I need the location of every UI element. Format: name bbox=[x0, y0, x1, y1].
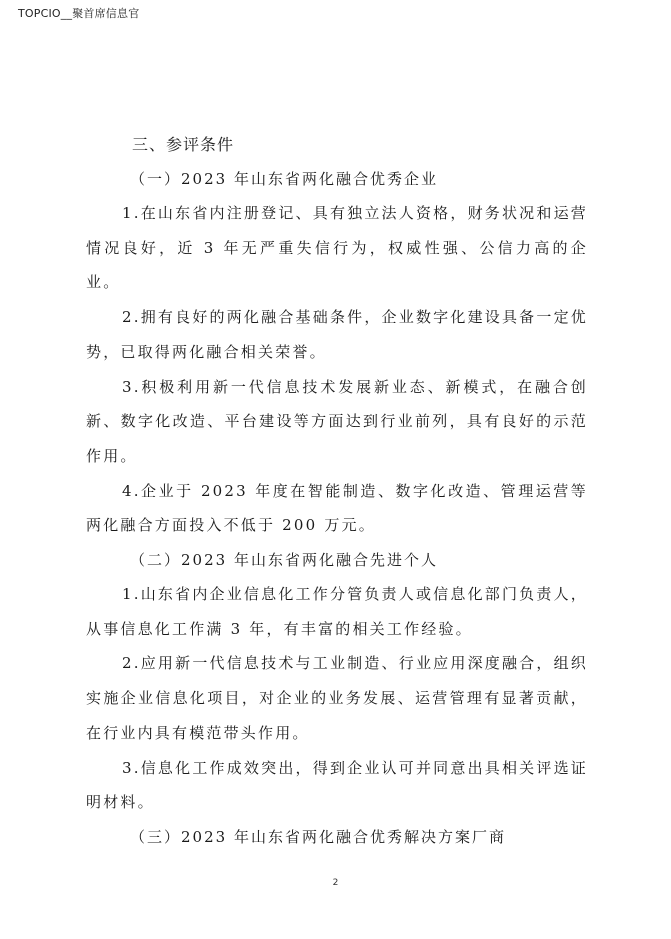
paragraph: 3.信息化工作成效突出，得到企业认可并同意出具相关评选证明材料。 bbox=[86, 758, 588, 812]
paragraph: 2.应用新一代信息技术与工业制造、行业应用深度融合，组织实施企业信息化项目，对企业的业务发展、运营管理有显著贡献，在行业内具有模范带头作用。 bbox=[86, 654, 588, 742]
page-number: 2 bbox=[332, 878, 339, 888]
paragraph: 4.企业于 2023 年度在智能制造、数字化改造、管理运营等两化融合方面投入不低于 200 万元。 bbox=[86, 481, 588, 535]
paragraph: 3.积极利用新一代信息技术发展新业态、新模式，在融合创新、数字化改造、平台建设等方面达到行业前列，具有良好的示范作用。 bbox=[86, 377, 588, 465]
watermark-text: TOPCIO__聚首席信息官 bbox=[18, 7, 140, 20]
subsection-heading: （一）2023 年山东省两化融合优秀企业 bbox=[130, 170, 438, 188]
paragraph: 1.在山东省内注册登记、具有独立法人资格，财务状况和运营情况良好，近 3 年无严重失信行为，权威性强、公信力高的企业。 bbox=[86, 204, 588, 292]
paragraph: 1.山东省内企业信息化工作分管负责人或信息化部门负责人，从事信息化工作满 3 年，有丰富的相关工作经验。 bbox=[86, 585, 588, 638]
paragraph: 2.拥有良好的两化融合基础条件，企业数字化建设具备一定优势，已取得两化融合相关荣誉。 bbox=[86, 308, 588, 361]
section-heading: 三、参评条件 bbox=[132, 135, 235, 154]
subsection-heading: （二）2023 年山东省两化融合先进个人 bbox=[130, 551, 438, 570]
subsection-heading: （三）2023 年山东省两化融合优秀解决方案厂商 bbox=[130, 827, 506, 846]
document-body bbox=[86, 128, 588, 854]
